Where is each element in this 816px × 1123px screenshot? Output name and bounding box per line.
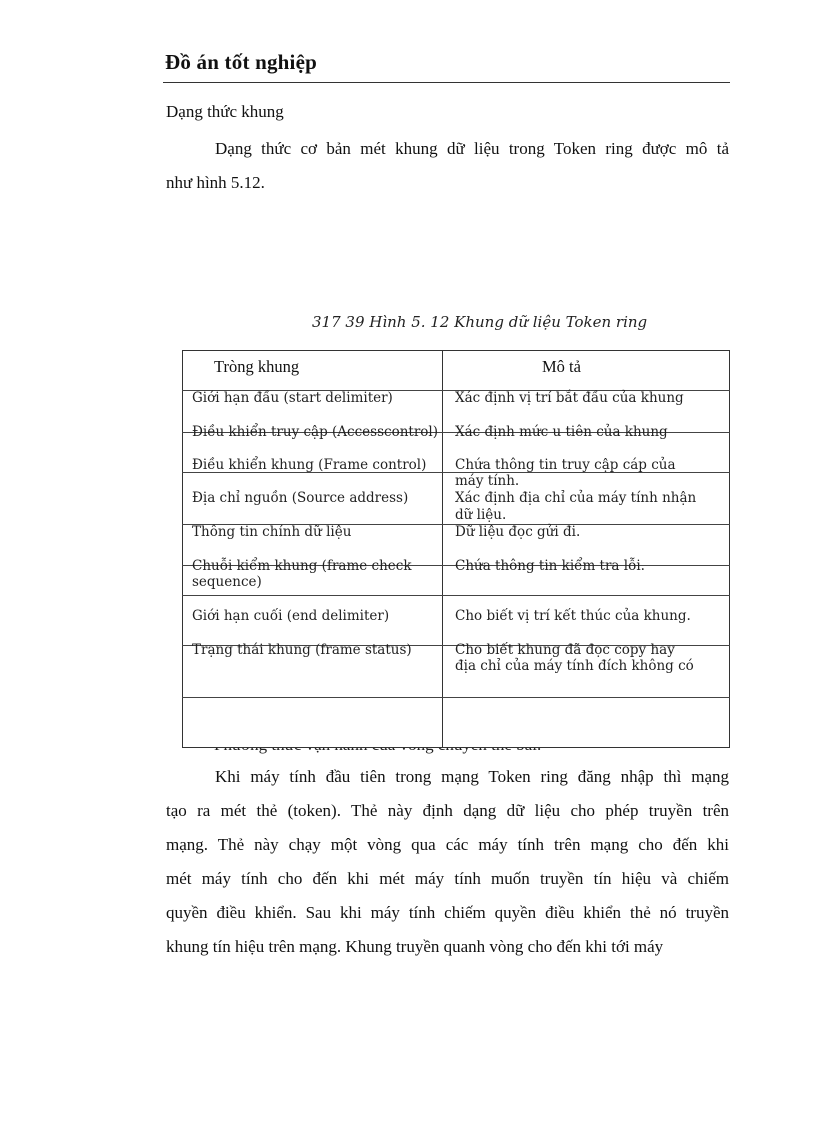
body-line: Khi máy tính đầu tiên trong mạng Token ring đăng nhập thì mạng [215, 767, 729, 786]
table-row-divider [182, 595, 730, 596]
document-header-title: Đồ án tốt nghiệp [165, 50, 317, 74]
body-line: mét máy tính cho đến khi mét máy tính muốn truyền tín hiệu và chiếm [166, 869, 729, 888]
table-cell-field: Giới hạn đầu (start delimiter) [192, 390, 393, 406]
body-line: mạng. Thẻ này chạy một vòng qua các máy tính trên mạng cho đến khi [166, 835, 729, 854]
table-column-divider [442, 350, 443, 748]
table-row-divider [182, 697, 730, 698]
table-cell-field: Điều khiển truy cập (Accesscontrol) [192, 424, 438, 440]
table-cell-description: Xác định mức u tiên của khung [455, 424, 668, 440]
table-cell-field: Thông tin chính dữ liệu [192, 524, 352, 540]
table-cell-field: Giới hạn cuối (end delimiter) [192, 608, 390, 624]
table-border [182, 350, 730, 748]
table-cell-field: Chuỗi kiểm khung (frame check [192, 558, 412, 574]
table-header-field: Tròng khung [214, 357, 300, 376]
table-cell-description: Xác định vị trí bắt đầu của khung [455, 390, 684, 406]
table-cell-description: Cho biết vị trí kết thúc của khung. [455, 608, 691, 624]
intro-line-2: như hình 5.12. [166, 173, 265, 192]
table-cell-description: máy tính. [455, 473, 520, 489]
table-cell-description: Chứa thông tin kiểm tra lỗi. [455, 558, 645, 574]
table-cell-description: Cho biết khung đã đọc copy hay [455, 642, 675, 658]
table-cell-field: Trạng thái khung (frame status) [192, 642, 412, 658]
table-cell-field: Địa chỉ nguồn (Source address) [192, 490, 409, 506]
body-paragraph [166, 760, 729, 964]
intro-paragraph [166, 132, 729, 200]
table-header-description: Mô tả [542, 357, 581, 376]
table-cell-description: Xác định địa chỉ của máy tính nhận [455, 490, 697, 506]
table-cell-description: Dữ liệu đọc gửi đi. [455, 524, 581, 540]
section-heading: Dạng thức khung [166, 102, 284, 121]
table-cell-field: Điều khiển khung (Frame control) [192, 457, 427, 473]
figure-caption: 317 39 Hình 5. 12 Khung dữ liệu Token ring [312, 313, 648, 331]
table-cell-description: dữ liệu. [455, 507, 507, 523]
body-line: khung tín hiệu trên mạng. Khung truyền quanh vòng cho đến khi tới máy [166, 937, 664, 956]
body-line: quyền điều khiển. Sau khi máy tính chiếm quyền điều khiển thẻ nó truyền [166, 903, 729, 922]
table-cell-description: địa chỉ của máy tính đích không có [455, 658, 694, 674]
body-line: tạo ra mét thẻ (token). Thẻ này định dạng dữ liệu cho phép truyền trên [166, 801, 729, 820]
intro-line-1: Dạng thức cơ bản mét khung dữ liệu trong Token ring được mô tả [215, 139, 729, 158]
table-cell-description: Chứa thông tin truy cập cáp của [455, 457, 676, 473]
header-divider [163, 82, 730, 83]
table-cell-field: sequence) [192, 574, 262, 590]
